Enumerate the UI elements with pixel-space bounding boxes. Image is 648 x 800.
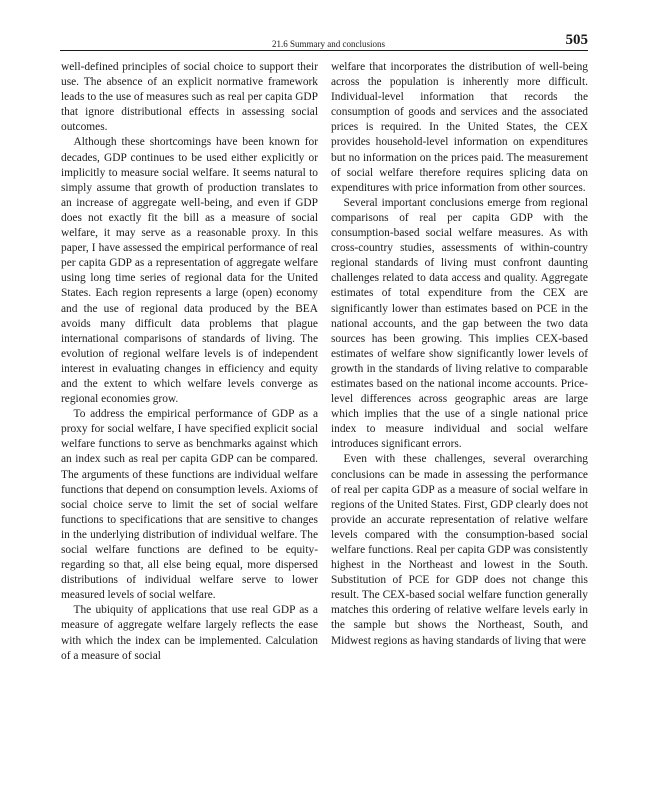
paragraph: Several important conclusions emerge from regional comparisons of real per capita GDP with the consumption-based social welfare measures. As with cross-country studies, assessments of within-country regional standards of living must confront daunting challenges related to data access and quality. Aggregate estimates of total expenditure from the CEX are significantly lower than estimates based on PCE in the national accounts, and the gap between the two data sources has been growing. This implies CEX-based estimates of welfare show significantly lower levels of growth in the standards of living relative to comparable estimates based on the national income accounts. Price-level differences across geographic areas are large which implies that the use of a single national price index to measure individual and social welfare introduces significant errors.: [331, 196, 588, 451]
right-column: [331, 60, 588, 725]
paragraph: Even with these challenges, several overarching conclusions can be made in assessing the performance of real per capita GDP as a measure of social welfare in regions of the United States. First, GDP clearly does not provide an accurate representation of relative welfare levels compared with the consumption-based social welfare functions. Real per capita GDP was consistently highest in the Northeast and lowest in the South. Substitution of PCE for GDP does not change this result. The CEX-based social welfare function generally matches this ordering of relative welfare levels early in the sample but shows the Northeast, South, and Midwest regions as having standards of living that were: [331, 453, 588, 647]
paragraph: To address the empirical performance of GDP as a proxy for social welfare, I have specified explicit social welfare functions to serve as benchmarks against which an index such as real per capita GDP can be compared. The arguments of these functions are individual welfare functions that depend on consumption levels. Axioms of social choice serve to limit the set of social welfare functions to specifications that are sensitive to changes in the underlying distribution of individual welfare. The social welfare functions are defined to be equity-regarding so that, all else being equal, more dispersed distributions of individual welfare serve to lower measured levels of social welfare.: [61, 408, 318, 602]
paragraph: well-defined principles of social choice to support their use. The absence of an explicit normative framework leads to the use of measures such as real per capita GDP that ignore distributional effects in assessing social outcomes.: [61, 61, 318, 134]
page-number: 505: [565, 32, 588, 48]
paragraph: Although these shortcomings have been known for decades, GDP continues to be used either explicitly or implicitly to measure social welfare. It seems natural to simply assume that growth of production translates to an increase of aggregate well-being, and even if GDP does not exactly fit the bill as a measure of social welfare, it may serve as a reasonable proxy. In this paper, I have assessed the empirical performance of real per capita GDP as a representation of aggregate welfare using long time series of regional data for the United States. Each region represents a large (open) economy and the use of regional data produced by the BEA avoids many difficult data problems that plague international comparisons of standards of living. The evolution of regional welfare levels is of independent interest in evaluating changes in efficiency and equity and the extent to which welfare levels converge as regional economies grow.: [61, 136, 318, 406]
section-title: 21.6 Summary and conclusions: [272, 39, 385, 49]
paragraph: The ubiquity of applications that use real GDP as a measure of aggregate welfare largely reflects the ease with which the index can be implemented. Calculation of a measure of social: [61, 604, 318, 662]
running-head: [60, 30, 588, 51]
left-column: [61, 60, 318, 725]
paragraph: welfare that incorporates the distribution of well-being across the population is inherently more difficult. Individual-level information that records the consumption of goods and services and the associated prices is required. In the United States, the CEX provides household-level information on expenditures but no information on the prices paid. The measurement of social welfare therefore requires splicing data on expenditures with price information from other sources.: [331, 61, 588, 194]
